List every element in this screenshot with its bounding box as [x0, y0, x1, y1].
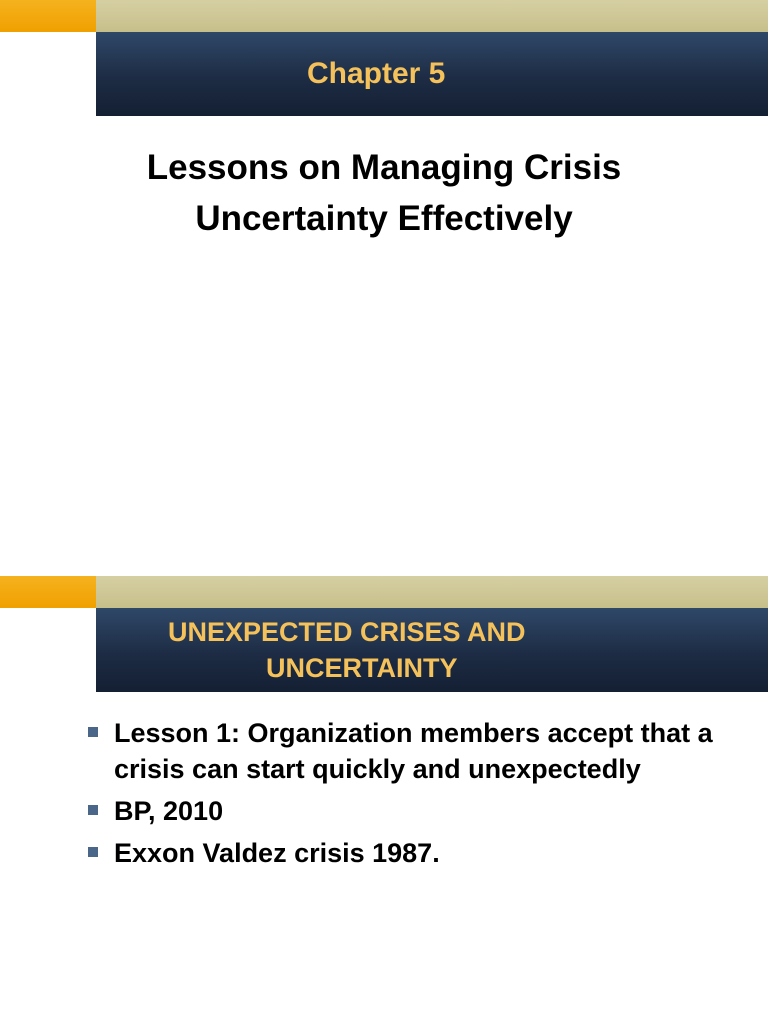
square-bullet-icon: [88, 847, 98, 857]
slide-header: [96, 32, 768, 116]
square-bullet-icon: [88, 805, 98, 815]
top-strip: [0, 576, 768, 608]
header-line-2: UNCERTAINTY: [266, 653, 458, 683]
slide-2: [0, 576, 768, 1024]
bullet-text: Lesson 1: Organization members accept that a crisis can start quickly and unexpectedly: [114, 718, 713, 784]
square-bullet-icon: [88, 727, 98, 737]
accent-block: [0, 0, 96, 32]
slide-title: [0, 142, 768, 244]
tan-bar: [96, 576, 768, 608]
title-line-2: Uncertainty Effectively: [195, 199, 573, 238]
bullet-list: [86, 715, 726, 877]
header-line-1: UNEXPECTED CRISES AND: [168, 617, 526, 647]
top-strip: [0, 0, 768, 32]
bullet-item: [86, 793, 726, 829]
title-line-1: Lessons on Managing Crisis: [146, 148, 622, 187]
bullet-text: BP, 2010: [114, 796, 224, 826]
bullet-text: Exxon Valdez crisis 1987.: [114, 838, 440, 868]
bullet-item: [86, 835, 726, 871]
bullet-item: [86, 715, 726, 787]
tan-bar: [96, 0, 768, 32]
slide-header: [96, 608, 768, 692]
accent-block: [0, 576, 96, 608]
chapter-heading: Chapter 5: [307, 57, 446, 90]
